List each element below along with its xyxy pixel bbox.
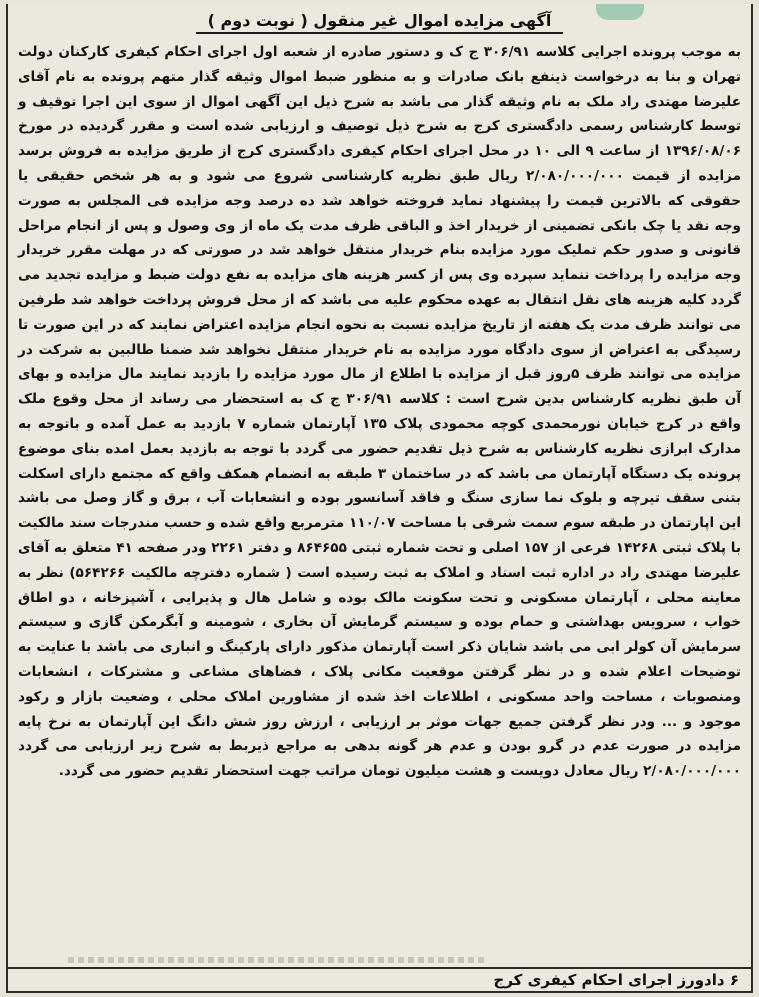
signature-number: ۶ (729, 971, 739, 989)
notice-signature (494, 969, 739, 991)
notice-body (18, 40, 741, 784)
faded-print-line (68, 957, 488, 963)
notice-header (8, 10, 751, 34)
newspaper-clipping (6, 4, 753, 993)
notice-title: آگهی مزایده اموال غیر منقول ( نوبت دوم ) (196, 10, 564, 34)
notice-body-text: به موجب پرونده اجرایی کلاسه ۳۰۶/۹۱ ج ک و دستور صادره از شعبه اول اجرای احکام کیفری کارکنان دولت تهران و بنا به درخواست ذینفع بانک صادرات و به منظور ضبط اموال وثیقه گذار متهم پرونده به نام آقای علیرضا مهتدی راد ملک به نام وثیقه گذار می باشد به شرح ذیل این آگهی اموال از سوی این اجرا توقیف و توسط کارشناس رسمی دادگستری کرج به شرح ذیل توصیف و ارزیابی شده است و مقرر گردیده در مورخ ۱۳۹۶/۰۸/۰۶ از ساعت ۹ الی ۱۰ در محل اجرای احکام کیفری دادگستری کرج از طریق مزایده به فروش برسد مزایده از قیمت ۲/۰۸۰/۰۰۰/۰۰۰ ریال طبق نظریه کارشناسی شروع می شود و به هر شخص حقیقی یا حقوقی که بالاترین قیمت را پیشنهاد نماید فروخته خواهد شد ده درصد وجه مزایده فی المجلس به صورت وجه نقد یا چک بانکی تضمینی از خریدار اخذ و الباقی ظرف مدت یک ماه از وی وصول و پس از انجام مراحل قانونی و صدور حکم تملیک مورد مزایده بنام خریدار منتقل خواهد شد در صورتی که در مهلت مقرر خریدار وجه مزایده را پرداخت ننماید سپرده وی پس از کسر هزینه های مزایده به نفع دولت ضبط و مزایده تجدید می گردد کلیه هزینه های نقل انتقال به عهده محکوم علیه می باشد که از محل فروش پرداخت خواهد شد طرفین می توانند ظرف مدت یک هفته از تاریخ مزایده نسبت به نحوه انجام مزایده اعتراض نمایند که در این صورت تا رسیدگی به اعتراض از سوی دادگاه مورد مزایده به نام خریدار منتقل نخواهد شد ضمنا طالبین به شرکت در مزایده می توانند ظرف ۵روز قبل از مزایده با اطلاع از مال مورد مزایده را بازدید نمایند مال مزایده و بهای آن طبق نظریه کارشناس بدین شرح است : کلاسه ۳۰۶/۹۱ ج ک به استحضار می رساند از محل وقوع ملک واقع در کرج خیابان نورمحمدی کوچه محمودی پلاک ۱۳۵ آپارتمان شماره ۷ بازدید به عمل آمده و باتوجه به مدارک ابرازی نظریه کارشناس به شرح ذیل تقدیم حضور می گردد با توجه به بازدید بعمل امده بنای موضوع پرونده یک دستگاه آپارتمان می باشد که در ساختمان ۳ طبقه به انضمام همکف واقع که مجتمع دارای اسکلت بتنی سقف تیرچه و بلوک نما سازی سنگ و فاقد آسانسور بوده و انشعابات آب ، برق و گاز وصل می باشد این اپارتمان در طبقه سوم سمت شرقی با مساحت ۱۱۰/۰۷ مترمربع واقع شده و حسب مندرجات سند مالکیت با پلاک ثبتی ۱۴۲۶۸ فرعی از ۱۵۷ اصلی و تحت شماره ثبتی ۸۶۴۶۵۵ و دفتر ۲۲۶۱ ودر صفحه ۴۱ متعلق به آقای علیرضا مهتدی راد در اداره ثبت اسناد و املاک به ثبت رسیده است ( شماره دفترچه مالکیت ۵۶۴۲۶۶) نظر به معاینه محلی ، آپارتمان مسکونی و تحت سکونت مالک بوده و شامل هال و پذیرایی ، آشپزخانه ، دو اطاق خواب ، سرویس بهداشتی و حمام بوده و سیستم گرمایش آن بخاری ، شومینه و آبگرمکن گازی و سیستم سرمایش آن کولر ابی می باشد شایان ذکر است آپارتمان مذکور دارای پارکینگ و انباری می باشد با عنایت به توضیحات اعلام شده و در نظر گرفتن موقعیت مکانی پلاک ، فضاهای مشاعی و مشترکات ، انشعابات ومنصوبات ، مساحت واحد مسکونی ، اطلاعات اخذ شده از مشاورین املاک محلی ، وضعیت بازار و رکود موجود و ... ودر نظر گرفتن جمیع جهات موثر بر ارزیابی ، ارزش روز شش دانگ این آپارتمان به نرخ پایه مزایده در صورت عدم در گرو بودن و عدم هر گونه بدهی به مراجع ذیربط به شرح زیر ارزیابی می گردد ۲/۰۸۰/۰۰۰/۰۰۰ ریال معادل دویست و هشت میلیون تومان مراتب جهت استحضار تقدیم حضور می گردد. (18, 44, 742, 780)
signature-text: دادورز اجرای احکام کیفری کرج (493, 971, 725, 989)
